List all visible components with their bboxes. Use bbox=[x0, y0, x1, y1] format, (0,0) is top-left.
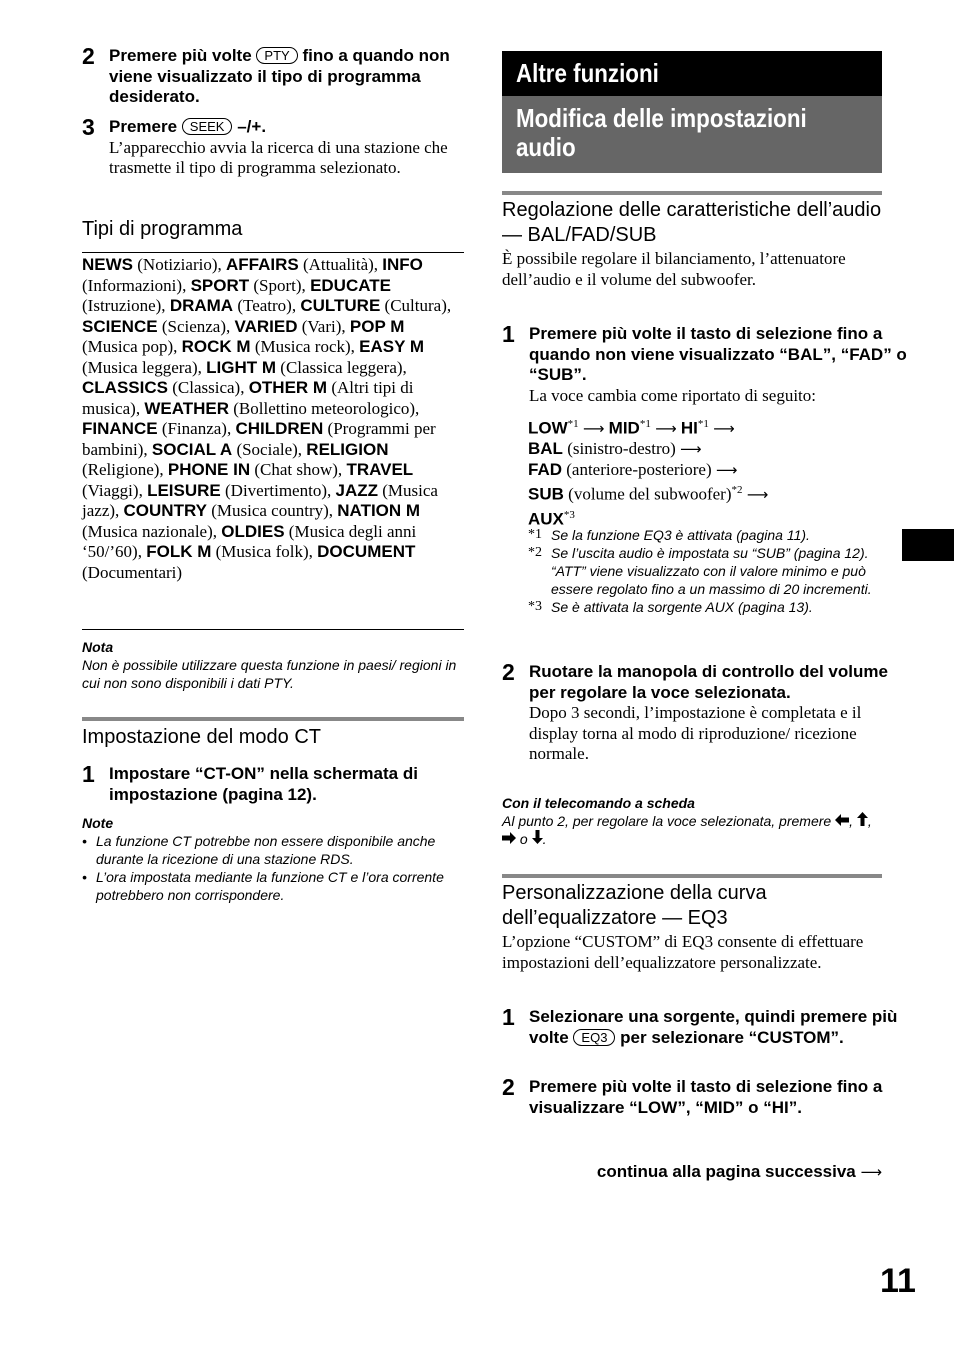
programme-code: CLASSICS bbox=[82, 378, 168, 397]
programme-description: (Musica pop), bbox=[82, 337, 182, 356]
section-heading-eq: Personalizzazione della curva dell’equalizzatore — EQ3 bbox=[502, 882, 767, 929]
programme-code: EASY M bbox=[359, 337, 425, 356]
step-number: 1 bbox=[502, 321, 515, 347]
programme-description: (Religione), bbox=[82, 460, 168, 479]
programme-description: (Documentari) bbox=[82, 562, 183, 582]
programme-type bbox=[182, 337, 360, 356]
programme-description: (Cultura), bbox=[380, 296, 452, 315]
footnote: *3 Se è attivata la sorgente AUX (pagina 13). bbox=[528, 599, 813, 615]
programme-type bbox=[82, 419, 235, 438]
remote-text: Al punto 2, per regolare la voce selezionata, premere , , o . bbox=[502, 813, 872, 847]
programme-code: CHILDREN bbox=[235, 419, 324, 438]
programme-type bbox=[152, 440, 306, 459]
programme-description: (Vari), bbox=[297, 316, 350, 336]
arrow-icon: ⟶ bbox=[715, 460, 738, 479]
step-number: 2 bbox=[82, 43, 95, 69]
programme-code: SCIENCE bbox=[82, 316, 158, 336]
arrow-down-icon bbox=[532, 831, 543, 847]
section-heading-tipi: Tipi di programma bbox=[82, 218, 243, 240]
seq-low: LOW bbox=[528, 418, 568, 438]
bal-intro: È possibile regolare il bilanciamento, l’attenuatore dell’audio e il volume del subwoofer. bbox=[502, 249, 846, 289]
programme-description: (Musica degli anni ‘50/’60), bbox=[82, 521, 417, 561]
step-number: 2 bbox=[502, 1074, 515, 1100]
footnote: *2 Se l’uscita audio è impostata su “SUB” (pagina 12). “ATT” viene visualizzato con il valore minimo e può essere regolato fino a un massimo di 20 incrementi. bbox=[528, 545, 872, 597]
step-title: Premere più volte il tasto di selezione fino a visualizzare “LOW”, “MID” o “HI”. bbox=[529, 1077, 883, 1117]
programme-type bbox=[226, 255, 382, 274]
programme-type bbox=[144, 399, 419, 418]
step-text: La voce cambia come riportato di seguito: bbox=[529, 385, 817, 405]
section-subband bbox=[502, 96, 882, 173]
step-number: 3 bbox=[82, 114, 95, 140]
step-title: Premere SEEK –/+. bbox=[109, 117, 267, 136]
programme-type bbox=[146, 542, 317, 561]
programme-description: (Altri tipi di musica), bbox=[82, 378, 414, 418]
programme-code: NEWS bbox=[82, 255, 133, 274]
step-2 bbox=[82, 43, 493, 108]
programme-code: INFO bbox=[382, 255, 423, 274]
nota-text: Non è possibile utilizzare questa funzione in paesi/ regioni in cui non sono disponibili i dati PTY. bbox=[82, 657, 457, 691]
programme-description: (Musica nazionale), bbox=[82, 521, 222, 541]
programme-code: VARIED bbox=[234, 316, 298, 336]
programme-type bbox=[82, 255, 226, 274]
nota-block bbox=[82, 638, 464, 692]
programme-type bbox=[82, 378, 249, 397]
programme-description: (Programmi per bambini), bbox=[82, 419, 436, 459]
step-title: Premere più volte il tasto di selezione fino a quando non viene visualizzato “BAL”, “FAD” o “SUB”. bbox=[529, 324, 907, 384]
note-item: • L’ora impostata mediante la funzione CT e l’ora corrente potrebbero non corrispondere. bbox=[82, 869, 444, 903]
programme-code: SPORT bbox=[190, 275, 250, 295]
arrow-icon: ⟶ bbox=[680, 440, 702, 459]
arrow-icon: ⟶ bbox=[746, 485, 769, 504]
divider bbox=[502, 191, 882, 195]
setting-sequence: LOW$^{*1}$ ⟶ MID$^{*1}$ ⟶ HI$^{*1}$ ⟶ BAL (sinistro-destro) ⟶ FAD (anteriore-posteriore) ⟶ SUB (volume del subwoofer)$^{*2}$ ⟶ AUX$^{*3}$ bbox=[528, 418, 769, 529]
programme-description: (Musica folk), bbox=[211, 542, 318, 561]
page-number: 11 bbox=[880, 1262, 916, 1300]
nota-title: Nota bbox=[82, 639, 114, 655]
divider bbox=[502, 874, 882, 878]
note-title: Note bbox=[82, 815, 114, 831]
step-title: Selezionare una sorgente, quindi premere più volte EQ3 per selezionare “CUSTOM”. bbox=[529, 1007, 898, 1047]
continue-note: continua alla pagina successiva ⟶ bbox=[596, 1162, 882, 1181]
note-item: • La funzione CT potrebbe non essere disponibile anche durante la ricezione di una stazione RDS. bbox=[82, 833, 436, 867]
seq-sub: SUB bbox=[528, 484, 564, 504]
programme-description: (Finanza), bbox=[157, 419, 236, 438]
ct-notes bbox=[82, 814, 464, 904]
divider bbox=[82, 252, 464, 253]
programme-code: ROCK M bbox=[181, 337, 251, 356]
step-number: 2 bbox=[502, 659, 515, 685]
programme-code: TRAVEL bbox=[346, 460, 414, 479]
programme-description: (Chat show), bbox=[250, 460, 347, 479]
seq-hi: HI bbox=[680, 418, 698, 438]
eq3-button: EQ3 bbox=[573, 1029, 615, 1046]
programme-description: (Istruzione), bbox=[82, 296, 170, 315]
programme-type bbox=[170, 296, 301, 315]
seq-mid: MID bbox=[608, 418, 640, 438]
band-title: Altre funzioni bbox=[516, 58, 659, 88]
programme-type bbox=[82, 317, 235, 336]
seq-bal: BAL bbox=[528, 439, 563, 459]
pty-button: PTY bbox=[256, 47, 297, 64]
programme-description: (Divertimento), bbox=[220, 480, 336, 500]
step-text: L’apparecchio avvia la ricerca di una stazione che trasmette il tipo di programma selezionato. bbox=[109, 137, 448, 177]
step-text: Dopo 3 secondi, l’impostazione è completata e il display torna al modo di riproduzione/ ricezione normale. bbox=[529, 703, 862, 763]
programme-code: EDUCATE bbox=[310, 275, 391, 295]
programme-code: COUNTRY bbox=[123, 501, 207, 520]
programme-code: WEATHER bbox=[144, 398, 230, 418]
arrow-right-icon bbox=[502, 831, 516, 847]
programme-description: (Teatro), bbox=[233, 296, 301, 315]
section-band bbox=[502, 51, 882, 96]
seq-aux: AUX bbox=[528, 509, 564, 529]
programme-type-list bbox=[82, 255, 464, 583]
programme-description: (Musica country), bbox=[206, 501, 338, 520]
step-3 bbox=[82, 114, 493, 179]
eq-intro: L’opzione “CUSTOM” di EQ3 consente di effettuare impostazioni dell’equalizzatore personalizzate. bbox=[502, 932, 864, 972]
programme-description: (Notiziario), bbox=[133, 255, 226, 274]
programme-type bbox=[300, 296, 451, 315]
step-title: Ruotare la manopola di controllo del volume per regolare la voce selezionata. bbox=[529, 662, 888, 702]
programme-code: DOCUMENT bbox=[317, 542, 416, 561]
arrow-left-icon bbox=[835, 813, 849, 829]
programme-type bbox=[191, 276, 310, 295]
programme-code: OTHER M bbox=[248, 378, 328, 397]
programme-description: (Musica jazz), bbox=[82, 480, 438, 520]
programme-code: SOCIAL A bbox=[151, 439, 233, 459]
remote-note bbox=[502, 794, 882, 848]
programme-code: AFFAIRS bbox=[226, 255, 299, 274]
programme-code: OLDIES bbox=[221, 521, 285, 541]
programme-description: (Bollettino meteorologico), bbox=[229, 398, 420, 418]
divider bbox=[82, 629, 464, 630]
programme-description: (Classica), bbox=[167, 378, 249, 397]
programme-code: FOLK M bbox=[146, 542, 212, 561]
programme-description: (Viaggi), bbox=[82, 480, 148, 500]
programme-code: DRAMA bbox=[169, 296, 234, 315]
programme-type bbox=[206, 358, 407, 377]
arrow-up-icon bbox=[857, 813, 868, 829]
programme-description: (Musica leggera), bbox=[82, 357, 207, 377]
programme-code: FINANCE bbox=[82, 419, 158, 438]
section-tab-marker bbox=[902, 529, 954, 561]
programme-description: (Sport), bbox=[249, 275, 311, 295]
eq-step-2 bbox=[502, 1074, 909, 1118]
programme-description: (Attualità), bbox=[298, 255, 383, 274]
seek-button: SEEK bbox=[182, 118, 233, 135]
arrow-icon: ⟶ bbox=[713, 419, 735, 438]
footnote: *1 Se la funzione EQ3 è attivata (pagina 11). bbox=[528, 527, 810, 543]
programme-type bbox=[168, 460, 347, 479]
step-title: Premere più volte PTY fino a quando non viene visualizzato il tipo di programma desiderato. bbox=[109, 46, 450, 106]
programme-code: POP M bbox=[349, 316, 405, 336]
programme-type bbox=[124, 501, 338, 520]
divider bbox=[82, 717, 464, 721]
programme-code: PHONE IN bbox=[167, 460, 251, 479]
section-heading-ct: Impostazione del modo CT bbox=[82, 726, 322, 748]
remote-title: Con il telecomando a scheda bbox=[502, 795, 695, 811]
programme-description: (Sociale), bbox=[232, 439, 307, 459]
ct-step-1 bbox=[82, 761, 493, 805]
step-number: 1 bbox=[502, 1004, 515, 1030]
step-title: Impostare “CT-ON” nella schermata di impostazione (pagina 12). bbox=[109, 764, 418, 804]
programme-description: (Musica rock), bbox=[250, 337, 360, 356]
programme-type bbox=[235, 317, 350, 336]
programme-description: (Scienza), bbox=[157, 316, 235, 336]
arrow-right-icon: ⟶ bbox=[860, 1163, 882, 1181]
programme-code: LEISURE bbox=[147, 480, 221, 500]
bal-step-1 bbox=[502, 321, 909, 406]
programme-code: LIGHT M bbox=[206, 357, 277, 377]
eq-step-1 bbox=[502, 1004, 909, 1048]
programme-code: NATION M bbox=[337, 501, 421, 520]
bal-step-2 bbox=[502, 659, 909, 765]
programme-code: CULTURE bbox=[300, 296, 381, 315]
seq-fad: FAD bbox=[528, 459, 562, 479]
band-subtitle: Modifica delle impostazioni audio bbox=[516, 103, 807, 162]
programme-description: (Classica leggera), bbox=[276, 357, 407, 377]
section-heading-bal: Regolazione delle caratteristiche dell’audio — BAL/FAD/SUB bbox=[502, 199, 882, 246]
footnotes bbox=[528, 526, 882, 616]
programme-description: (Informazioni), bbox=[82, 275, 191, 295]
programme-code: RELIGION bbox=[306, 439, 389, 459]
programme-code: JAZZ bbox=[335, 480, 378, 500]
arrow-icon: ⟶ bbox=[655, 419, 677, 438]
step-number: 1 bbox=[82, 761, 95, 787]
programme-type bbox=[147, 481, 335, 500]
arrow-icon: ⟶ bbox=[582, 419, 605, 438]
